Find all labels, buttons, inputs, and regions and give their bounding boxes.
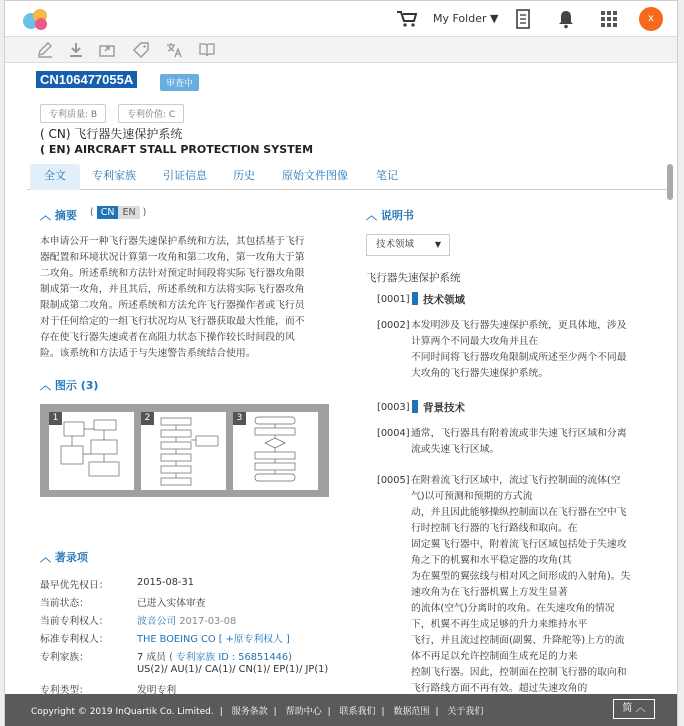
footer-text: Copyright © 2019 InQuartik Co. Limited. | 服务条款 | 帮助中心 | 联系我们 | 数据范围 | 关于我们 [31, 707, 484, 717]
footer [5, 694, 677, 726]
family-id-link[interactable]: ( 专利家族 ID : 56851446) [169, 652, 292, 663]
collapse-icon: ︿ [366, 209, 377, 222]
user-avatar[interactable]: x [639, 7, 663, 31]
download-icon[interactable] [67, 41, 85, 59]
language-toggle-button[interactable]: 简 ︿ [613, 699, 655, 719]
tab-bar [27, 164, 667, 190]
tab-citations[interactable]: 引证信息 [163, 169, 207, 182]
collapse-icon: ︿ [40, 379, 51, 392]
caret-down-icon: ▼ [490, 12, 499, 25]
figure-thumbnail[interactable]: 1 [49, 412, 134, 490]
title-cn: ( CN) 飞行器失速保护系统 [40, 127, 183, 141]
scrollbar-thumb[interactable] [667, 164, 673, 200]
collapse-icon: ︿ [40, 209, 51, 222]
cart-icon[interactable] [396, 10, 418, 28]
quality-badge: 专利质量: B [40, 104, 106, 123]
tab-original-images[interactable]: 原始文件图像 [282, 169, 348, 182]
footer-link-data-scope[interactable]: 数据范围 [393, 707, 430, 717]
footer-link-terms[interactable]: 服务条款 [231, 707, 268, 717]
collapse-icon: ︿ [40, 551, 51, 564]
action-toolbar [5, 37, 677, 63]
bell-icon[interactable] [557, 9, 575, 29]
patent-number: CN106477055A [36, 71, 137, 88]
assignee-link[interactable]: 波音公司 [137, 616, 177, 627]
tag-icon[interactable] [132, 41, 150, 59]
copyright: Copyright © 2019 InQuartik Co. Limited. [31, 707, 214, 717]
title-en: ( EN) AIRCRAFT STALL PROTECTION SYSTEM [40, 143, 314, 156]
top-bar [5, 1, 677, 37]
abstract-text: 本申请公开一种飞行器失速保护系统和方法，其包括基于飞行 器配置和环境状况计算第一攻角和第二攻角，第一攻角大于第 二攻角。所述系统和方法针对预定时间段将实际飞行器攻角限 制成第一攻角，并且其后，所述系统和方法将实际飞行器攻角 限制成第二攻角。所述系统和方法允许飞行器操作者或飞行员 对于任何给定的一组飞行状况均从飞行器获取最大性能，而不 存在使飞行器失速或者在高阻力状态下操作较长时间段的风 险。该系统和方法适于与失速警告系统结合使用。 [40, 236, 305, 359]
tab-notes[interactable]: 笔记 [376, 169, 398, 182]
tab-fulltext[interactable]: 全文 [30, 164, 80, 190]
footer-link-help[interactable]: 帮助中心 [285, 707, 322, 717]
tab-history[interactable]: 历史 [233, 169, 255, 182]
figures-heading[interactable]: ︿ 图示 (3) [40, 379, 99, 392]
edit-icon[interactable] [36, 41, 54, 59]
my-folder-label: My Folder [433, 12, 487, 25]
chevron-up-icon: ︿ [635, 703, 646, 714]
abstract-heading[interactable]: ︿ 摘要 [40, 209, 77, 222]
share-folder-icon[interactable] [98, 41, 116, 59]
apps-grid-icon[interactable] [601, 11, 617, 27]
scrollbar[interactable] [667, 144, 673, 694]
figure-thumbnail[interactable]: 3 [233, 412, 318, 490]
bibliography-heading[interactable]: ︿ 著录项 [40, 551, 88, 564]
footer-link-contact[interactable]: 联系我们 [339, 707, 376, 717]
lang-en-button[interactable]: EN [118, 206, 139, 219]
app-frame [4, 0, 678, 726]
figure-thumbnail[interactable]: 2 [141, 412, 226, 490]
lang-switch: ( CN EN ) [90, 207, 147, 218]
book-icon[interactable] [198, 41, 216, 59]
lang-cn-button[interactable]: CN [97, 206, 119, 219]
logo-icon[interactable] [21, 7, 51, 31]
original-assignee-link[interactable]: [ +原专利权人 ] [218, 634, 290, 645]
translate-icon[interactable] [165, 41, 183, 59]
my-folder-dropdown[interactable] [433, 12, 498, 25]
status-badge: 审查中 [160, 74, 199, 91]
main-content: CN106477055A 审查中 专利质量: B 专利价值: C ( CN) 飞行器失速保护系统 ( EN) AIRCRAFT STALL PROTECTION SYSTEM 全文 专利家族 引证信息 历史 原始文件图像 笔记 ︿ 摘要 ( CN EN ) 本申请公开一种飞行器失速保护系统和方法，其包括基于飞行 器配置和环境状况计算第一攻角和第二攻角，第一攻角大于第 二攻角。所述系统和方法针对预定时间段将实际飞行器攻角限 制成第一攻角，并且其后，所述系统和方法将实际飞行器攻角 限制成第二攻角。所述系统和方法允许飞行器操作者或飞行员 对于任何给定的一组飞行状况均从飞行器获取最大性能，而不 存在使飞行器失速或者在高阻力状态下操作较长时间段的风 险。该系统和方法适于与失速警告系统结合使用。 ︿ 图示 (3) 1 2 3 ︿ 著录项 最早优先权日： 2015-08-31 当前状态： 已进入实体审查 当前专利权人： 波音公司 2017-03-08 标准专利权人： THE BOEING CO [ +原专利权人 ] 专利家族： 7 成员 ( 专利家族 ID : 56851446) US(2)/ AU(1)/ CA(1)/ CN(1)/ EP(1)/ JP(1) 专利类型： 发明专利 ︿ 说明书 技术领域 ▼ 飞行器失速保护系统 [0001] 技术领域 [0002] 本发明涉及飞行器失速保护系统，更具体地，涉及 计算两个不同最大攻角并且在 不同时间将飞行器攻角限制成所述至少两个不同最 大攻角的飞行器失速保护系统。 [0003] 背景技术 [0004] 通常，飞行器具有附着流或非失速飞行区域和分离 流或失速飞行区域。 [0005] 在附着流飞行区域中，流过飞行控制面的流体(空 气)以可预测和预期的方式流 动，并且因此能够操纵控制面以在飞行器在空中飞 行时控制飞行器的飞行路线和取向。在 固定翼飞行器中，附着流飞行区域包括处于失速攻 角之下的机翼和水平稳定器的攻角(其 为在翼型的翼弦线与相对风之间形成的入射角)。失 速攻角为在飞行器机翼上方发生显著 的流体(空气)分离时的攻角。在失速攻角的情况 下，机翼不再生成足够的升力来维持水平 飞行，并且流过控制面(副翼、升降舵等)上方的流 体不再足以允许控制面生成充足的力来 控制飞行器。因此，控制面在控制飞行器的取向和 飞行路线方面不再有效。超过失速攻角的 [5, 64, 677, 694]
tab-family[interactable]: 专利家族 [92, 169, 136, 182]
standard-assignee-link[interactable]: THE BOEING CO [137, 634, 216, 645]
description-title: 飞行器失速保护系统 [366, 272, 461, 284]
figure-strip [40, 404, 329, 497]
value-badge: 专利价值: C [118, 104, 184, 123]
caret-down-icon: ▼ [434, 240, 441, 249]
description-heading[interactable]: ︿ 说明书 [366, 209, 414, 222]
footer-link-about[interactable]: 关于我们 [447, 707, 484, 717]
section-select[interactable]: 技术领域 ▼ [366, 234, 450, 256]
document-icon[interactable] [514, 9, 532, 29]
